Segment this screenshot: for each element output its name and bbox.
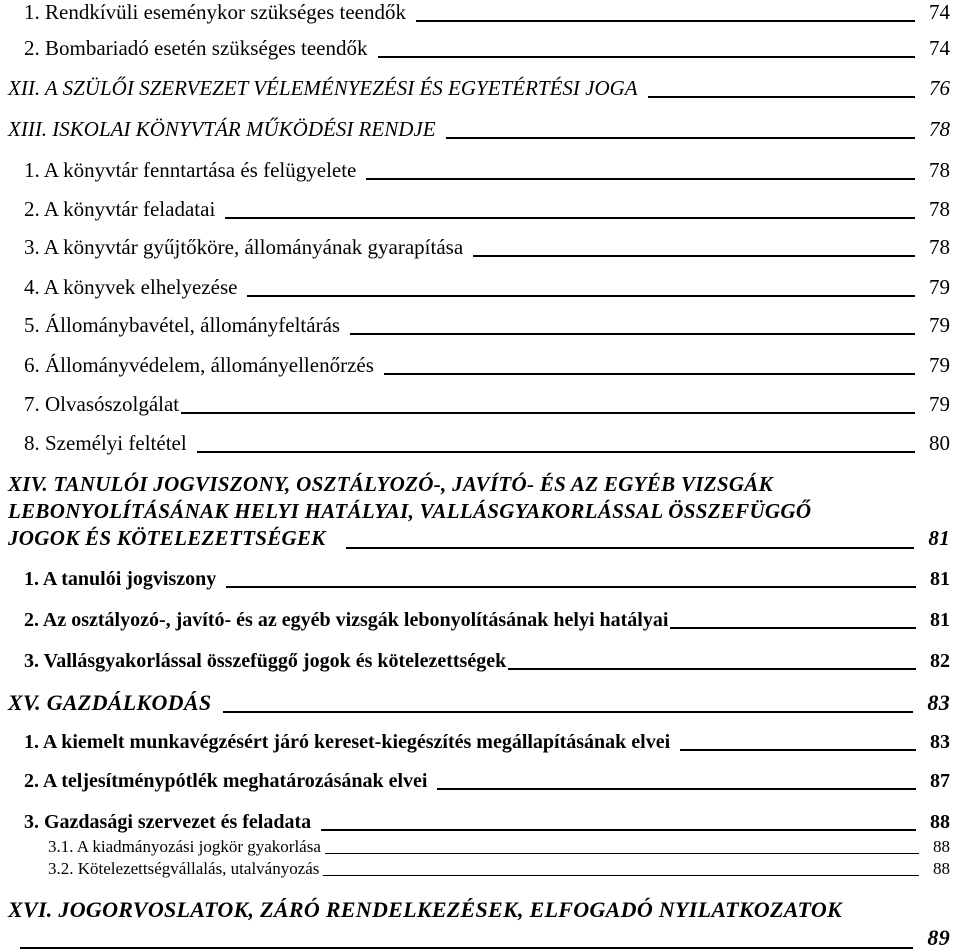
toc-page-number: 78 (929, 197, 950, 221)
toc-entry-label: 1. A tanulói jogviszony (24, 568, 217, 590)
toc-entry-label: 3.1. A kiadmányozási jogkör gyakorlása (48, 837, 321, 856)
toc-entry-label: XIII. ISKOLAI KÖNYVTÁR MŰKÖDÉSI RENDJE (8, 117, 436, 141)
leader-line (247, 295, 915, 297)
toc-entry-label: 2. A teljesítménypótlék meghatározásának elvei (24, 770, 428, 792)
toc-entry-label: 1. A kiemelt munkavégzésért járó kereset-kiegészítés megállapításának elvei (24, 731, 671, 753)
toc-entry[interactable] (0, 158, 960, 183)
toc-page-number: 80 (929, 431, 950, 455)
toc-entry-label: XVI. JOGORVOSLATOK, ZÁRÓ RENDELKEZÉSEK, ELFOGADÓ NYILATKOZATOK (8, 897, 842, 922)
leader-line (20, 947, 913, 949)
toc-entry-label: 4. A könyvek elhelyezése (24, 275, 238, 299)
leader-line (225, 217, 915, 219)
toc-page-number: 83 (930, 731, 950, 753)
leader-line (197, 451, 915, 453)
toc-entry[interactable] (0, 197, 960, 222)
leader-line (226, 586, 916, 588)
leader-line (680, 749, 916, 751)
toc-entry[interactable] (0, 431, 960, 456)
toc-page-number: 79 (929, 392, 950, 416)
toc-entry-label: 1. A könyvtár fenntartása és felügyelete (24, 158, 357, 182)
leader-line (181, 412, 915, 414)
toc-entry-label: 2. A könyvtár feladatai (24, 197, 216, 221)
toc-page-number: 79 (929, 353, 950, 377)
toc-entry[interactable] (0, 76, 960, 101)
toc-entry[interactable] (0, 690, 960, 716)
toc-entry[interactable] (0, 235, 960, 260)
toc-entry-label: 7. Olvasószolgálat (24, 392, 180, 416)
toc-page-number: 79 (929, 275, 950, 299)
toc-entry[interactable] (0, 36, 960, 61)
leader-line (446, 137, 915, 139)
toc-page-number: 82 (930, 650, 950, 672)
toc-entry[interactable] (0, 117, 960, 142)
leader-line (648, 96, 915, 98)
toc-page-number: 78 (929, 117, 950, 141)
toc-entry-label-line: LEBONYOLÍTÁSÁNAK HELYI HATÁLYAI, VALLÁSGYAKORLÁSSAL ÖSSZEFÜGGŐ (8, 499, 812, 523)
toc-page-number: 78 (929, 158, 950, 182)
toc-entry[interactable] (0, 353, 960, 378)
leader-line (437, 788, 916, 790)
toc-entry-section-xiv[interactable] (0, 471, 960, 552)
leader-line (346, 547, 915, 549)
toc-page-number: 74 (929, 36, 950, 60)
toc-entry-section-xvi[interactable] (0, 896, 960, 952)
toc-page-number: 78 (929, 235, 950, 259)
leader-line (366, 178, 915, 180)
leader-line (670, 627, 916, 629)
toc-entry-label: 2. Az osztályozó-, javító- és az egyéb vizsgák lebonyolításának helyi hatályai (24, 609, 669, 631)
leader-line (508, 668, 916, 670)
toc-entry[interactable] (0, 609, 960, 632)
toc-entry[interactable] (0, 811, 960, 834)
toc-page-number: 76 (929, 76, 950, 100)
toc-page-number: 79 (929, 313, 950, 337)
toc-page-number: 88 (933, 859, 950, 878)
toc-entry-label: 1. Rendkívüli eseménykor szükséges teendők (24, 0, 406, 24)
leader-line (350, 333, 915, 335)
toc-entry-label: XII. A SZÜLŐI SZERVEZET VÉLEMÉNYEZÉSI ÉS EGYETÉRTÉSI JOGA (8, 76, 638, 100)
toc-entry[interactable] (0, 0, 960, 25)
toc-entry-label: XV. GAZDÁLKODÁS (8, 690, 212, 715)
toc-entry[interactable] (0, 837, 960, 857)
leader-line (321, 829, 916, 831)
toc-entry-label: 8. Személyi feltétel (24, 431, 187, 455)
toc-entry-label: 2. Bombariadó esetén szükséges teendők (24, 36, 368, 60)
toc-entry-label: 3. A könyvtár gyűjtőköre, állományának gyarapítása (24, 235, 464, 259)
toc-page-number: 83 (927, 690, 950, 715)
toc-page-number: 81 (930, 609, 950, 631)
toc-page-number: 74 (929, 0, 950, 24)
toc-entry-label-line: JOGOK ÉS KÖTELEZETTSÉGEK (8, 526, 326, 550)
toc-entry[interactable] (0, 731, 960, 754)
toc-entry[interactable] (0, 859, 960, 879)
leader-line (378, 56, 916, 58)
leader-line (384, 373, 915, 375)
leader-line (323, 875, 919, 876)
toc-entry-label: 3. Gazdasági szervezet és feladata (24, 811, 312, 833)
toc-entry-label: 5. Állománybavétel, állományfeltárás (24, 313, 341, 337)
toc-entry[interactable] (0, 313, 960, 338)
toc-entry-label: 3.2. Kötelezettségvállalás, utalványozás (48, 859, 320, 878)
toc-entry-label: 6. Állományvédelem, állományellenőrzés (24, 353, 374, 377)
toc-entry[interactable] (0, 275, 960, 300)
leader-line (223, 711, 913, 713)
toc-page-number: 89 (927, 925, 950, 950)
toc-page-number: 81 (930, 568, 950, 590)
leader-line (416, 20, 915, 22)
leader-line (325, 853, 919, 854)
toc-entry-label: 3. Vallásgyakorlással összefüggő jogok és kötelezettségek (24, 650, 507, 672)
toc-entry[interactable] (0, 392, 960, 417)
toc-page-number: 87 (930, 770, 950, 792)
toc-page-number: 81 (928, 526, 950, 550)
toc-entry[interactable] (0, 770, 960, 793)
toc-entry[interactable] (0, 568, 960, 591)
toc-entry[interactable] (0, 650, 960, 673)
leader-line (473, 255, 915, 257)
toc-page-number: 88 (933, 837, 950, 856)
toc-page-number: 88 (930, 811, 950, 833)
toc-entry-label-line: XIV. TANULÓI JOGVISZONY, OSZTÁLYOZÓ-, JAVÍTÓ- ÉS AZ EGYÉB VIZSGÁK (8, 472, 773, 496)
